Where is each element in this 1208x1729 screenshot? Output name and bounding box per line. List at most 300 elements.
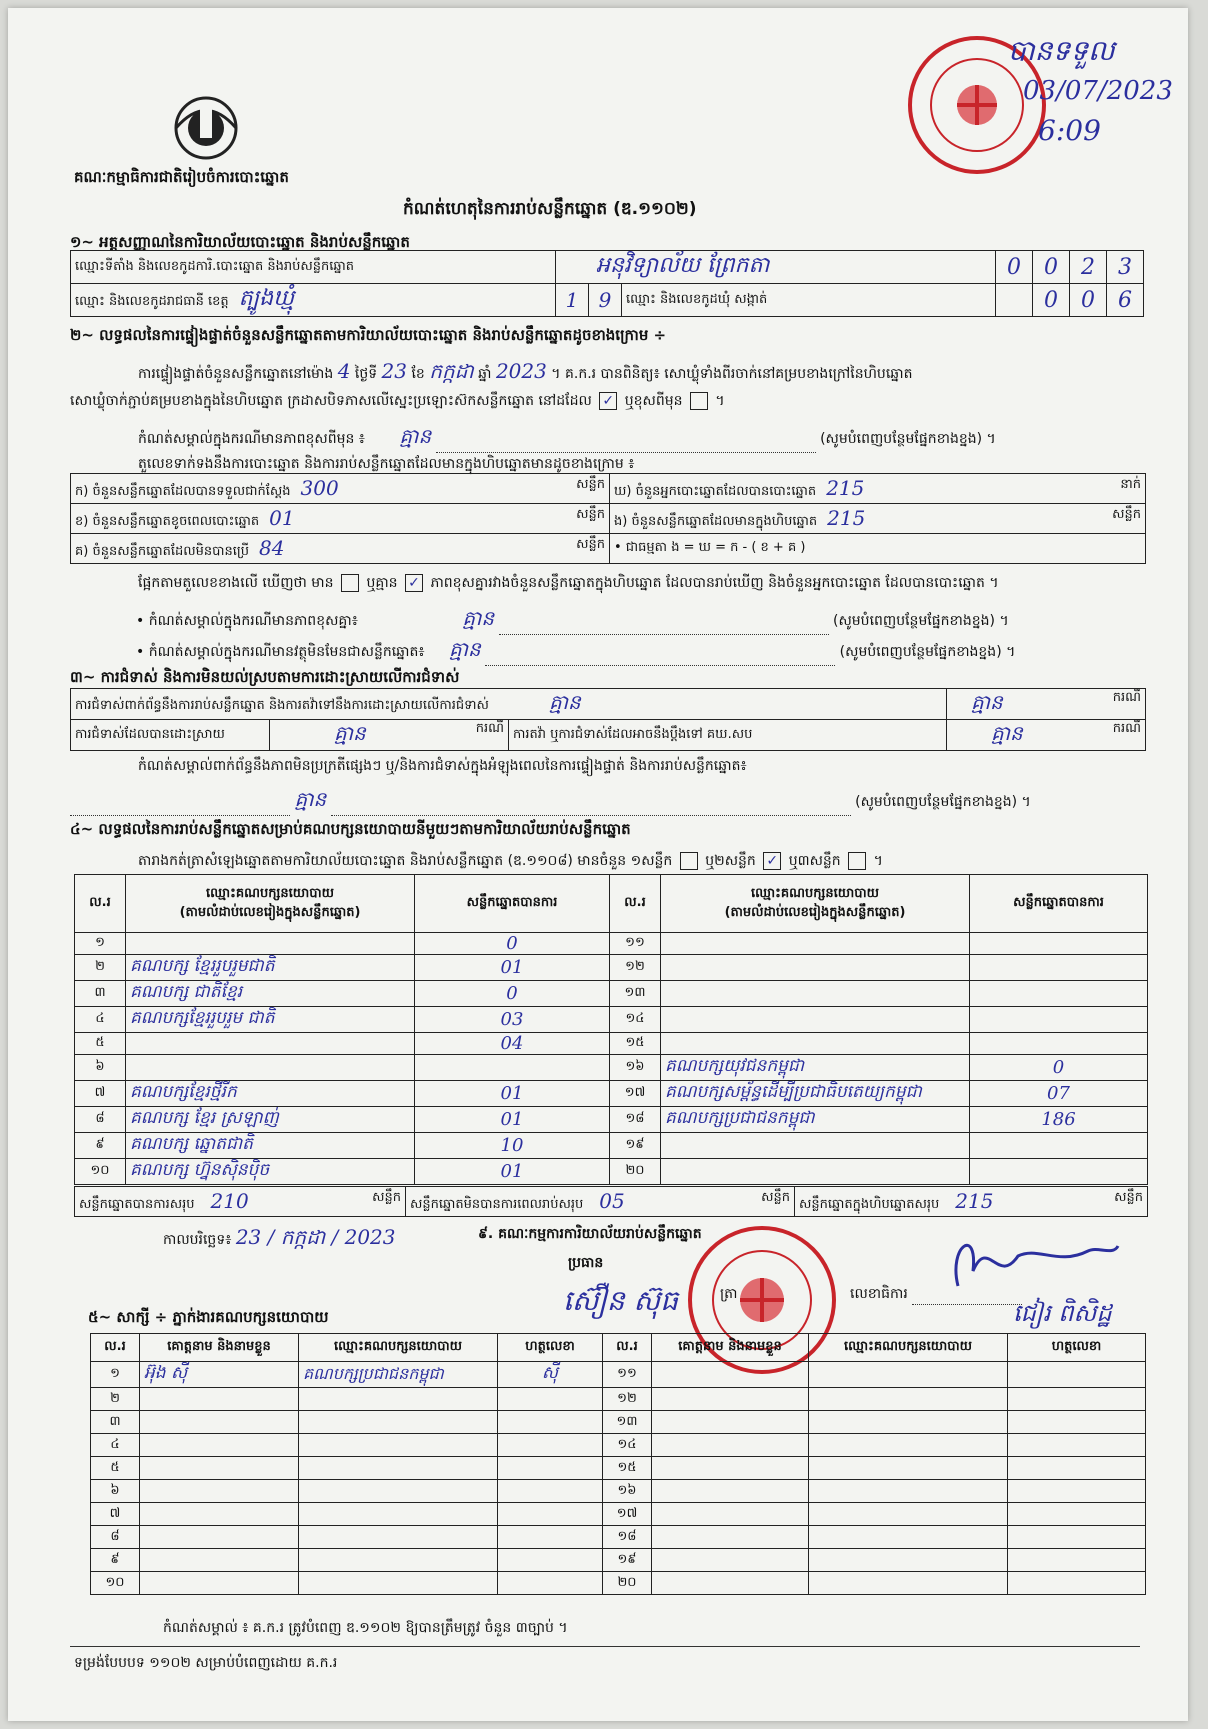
witness-name-right — [652, 1362, 809, 1388]
figure-b-label: ខ) ចំនួនសន្លឹកឆ្នោតខូចពេលបោះឆ្នោត — [75, 513, 260, 529]
has-difference-checkbox[interactable] — [341, 574, 359, 592]
vote-count-left: 01 — [415, 955, 610, 981]
total-valid-label: សន្លឹកឆ្នោតបានការសរុប — [79, 1196, 195, 1212]
vote-party-left — [126, 933, 415, 955]
vote-no-right: ១៩ — [610, 1133, 661, 1159]
witness-sig-left — [498, 1434, 603, 1457]
witness-row — [91, 1411, 1146, 1434]
section3-note-value: គ្មាន — [294, 787, 327, 811]
witness-sig-right — [1008, 1480, 1146, 1503]
witness-col-party-right: ឈ្មោះគណបក្សនយោបាយ — [809, 1334, 1008, 1362]
vote-count-left: 0 — [415, 933, 610, 955]
vote-party-left: គណបក្សខ្មែរថ្មីរីក — [126, 1081, 415, 1107]
note-diff-fill: (សូមបំពេញបន្ថែមផ្នែកខាងខ្នង) ។ — [833, 613, 1009, 629]
witness-sig-left: ស៊ី — [498, 1362, 603, 1388]
witness-row — [91, 1503, 1146, 1526]
identity-table — [70, 250, 1144, 317]
objection-row2-unit: ករណី — [475, 721, 504, 736]
vote-row — [75, 933, 1148, 955]
province-label — [71, 284, 556, 317]
vote-party-right: គណបក្សយុវជនកម្ពុជា — [661, 1055, 970, 1081]
witness-sig-right — [1008, 1457, 1146, 1480]
commune-code-1: 0 — [1033, 284, 1070, 317]
total-valid-value: 210 — [210, 1188, 249, 1213]
section5-title: ៥~ សាក្សី ÷ ភ្នាក់ងារគណបក្សនយោបាយ — [88, 1308, 329, 1326]
witness-party-left — [299, 1457, 498, 1480]
signoff-date-value: 23 / កក្កដា / 2023 — [235, 1225, 396, 1249]
vote-count-right: 186 — [970, 1107, 1148, 1133]
witness-sig-right — [1008, 1434, 1146, 1457]
witness-no-right: ១៩ — [603, 1549, 652, 1572]
total-invalid-cell — [406, 1187, 795, 1217]
vote-party-right: គណបក្សសម្ព័ន្ធដើម្បីប្រជាធិបតេយ្យកម្ពុជា — [661, 1081, 970, 1107]
changed-label: ឬខុសពីមុន — [624, 393, 683, 409]
witness-row — [91, 1480, 1146, 1503]
witness-sig-right — [1008, 1549, 1146, 1572]
vote-count-right — [970, 1133, 1148, 1159]
col-party-left-sub: (តាមលំដាប់លេខរៀងក្នុងសន្លឹកឆ្នោត) — [179, 904, 361, 920]
figure-a-label: ក) ចំនួនសន្លឹកឆ្នោតដែលបានទទួលជាក់ស្តែង — [75, 483, 291, 499]
section4-title: ៤~ លទ្ធផលនៃការរាប់សន្លឹកឆ្នោតសម្រាប់គណបក្សនយោបាយនីមួយៗតាមការិយាល័យរាប់សន្លឹកឆ្នោត — [70, 820, 631, 838]
vote-count-right — [970, 981, 1148, 1007]
vote-party-right — [661, 1033, 970, 1055]
footer-form-ref: ទម្រង់បែបបទ ១១០២ សម្រាប់បំពេញដោយ គ.ក.រ — [74, 1655, 338, 1671]
figure-c-unit: សន្លឹក — [576, 536, 605, 552]
figure-row-d — [610, 474, 1146, 504]
col-no-left: ល.រ — [75, 875, 126, 933]
diff-fill-note: (សូមបំពេញបន្ថែមផ្នែកខាងខ្នង) ។ — [820, 431, 996, 447]
objection-row2-count: គ្មាន — [991, 721, 1023, 745]
col-no-right: ល.រ — [610, 875, 661, 933]
figure-row-b — [71, 504, 610, 534]
one-sheet-checkbox[interactable] — [680, 852, 698, 870]
section1-title: ១~ អត្តសញ្ញាណនៃការិយាល័យបោះឆ្នោត និងរាប់សន្លឹកឆ្នោត — [70, 233, 410, 251]
witness-col-name-left: គោត្តនាម និងនាមខ្លួន — [140, 1334, 299, 1362]
vote-count-left: 01 — [415, 1081, 610, 1107]
witness-col-sig-right: ហត្ថលេខា — [1008, 1334, 1146, 1362]
figures-intro: តួលេខទាក់ទងនឹងការបោះឆ្នោត និងការរាប់សន្លឹកឆ្នោតដែលមានក្នុងហិបឆ្នោតមានដូចខាងក្រោម ៖ — [138, 456, 635, 472]
vote-count-right — [970, 955, 1148, 981]
committee-title: ៩. គណៈកម្មការការិយាល័យរាប់សន្លឹកឆ្នោត — [478, 1226, 702, 1242]
witness-party-left: គណបក្សប្រជាជនកម្ពុជា — [299, 1362, 498, 1388]
witness-sig-right — [1008, 1362, 1146, 1388]
vote-totals — [74, 1186, 1148, 1217]
diff-label: កំណត់សម្គាល់ក្នុងករណីមានភាពខុសពីមុន ៖ — [138, 431, 365, 447]
witness-sig-right — [1008, 1572, 1146, 1595]
witness-name-left — [140, 1526, 299, 1549]
witness-col-party-left: ឈ្មោះគណបក្សនយោបាយ — [299, 1334, 498, 1362]
stamp-label: ត្រា — [720, 1286, 738, 1302]
witness-no-right: ១៤ — [603, 1434, 652, 1457]
objection-row2-value-cell — [270, 720, 509, 751]
witness-no-left: ៧ — [91, 1503, 140, 1526]
national-emblem-icon — [166, 88, 246, 168]
vote-row — [75, 955, 1148, 981]
total-invalid-value: 05 — [599, 1188, 625, 1213]
witness-no-left: ១០ — [91, 1572, 140, 1595]
figure-a-value: 300 — [300, 475, 339, 500]
objection-row2-count-unit: ករណី — [1112, 721, 1141, 736]
witness-col-no-left: ល.រ — [91, 1334, 140, 1362]
witness-row — [91, 1434, 1146, 1457]
total-box-cell — [795, 1187, 1148, 1217]
witness-sig-left — [498, 1572, 603, 1595]
witness-row — [91, 1388, 1146, 1411]
witness-no-left: ៩ — [91, 1549, 140, 1572]
section3-title: ៣~ ការជំទាស់ និងការមិនយល់ស្របតាមការដោះស្រាយលើការជំទាស់ — [70, 668, 460, 686]
figure-d-unit: នាក់ — [1120, 476, 1141, 492]
witness-sig-left — [498, 1480, 603, 1503]
witness-name-right — [652, 1549, 809, 1572]
witness-col-name-right: គោត្តនាម និងនាមខ្លួន — [652, 1334, 809, 1362]
witness-name-left — [140, 1388, 299, 1411]
vote-no-right: ១៧ — [610, 1081, 661, 1107]
witness-no-right: ១៥ — [603, 1457, 652, 1480]
vote-party-right — [661, 955, 970, 981]
commune-code-3: 6 — [1107, 284, 1144, 317]
vote-no-right: ១២ — [610, 955, 661, 981]
vote-count-right: 07 — [970, 1081, 1148, 1107]
witness-name-left — [140, 1572, 299, 1595]
footer-divider — [70, 1646, 1140, 1647]
col-party-left — [126, 875, 415, 933]
witness-name-left: អ៊ុង ស៊ី — [140, 1362, 299, 1388]
witness-name-right — [652, 1411, 809, 1434]
secretary-label: លេខាធិការ — [850, 1286, 908, 1302]
figure-formula: • ជាធម្មតា ង = ឃ = ក - ( ខ + គ ) — [610, 534, 1146, 564]
witness-no-left: ៣ — [91, 1411, 140, 1434]
station-label: ឈ្មោះទីតាំង និងលេខកូដការិ.បោះឆ្នោត និងរាប់សន្លឹកឆ្នោត — [71, 251, 556, 284]
vote-no-left: ១០ — [75, 1159, 126, 1185]
stamp-emblem-icon — [947, 75, 1007, 135]
objection-row1-unit: ករណី — [1112, 690, 1141, 705]
col-party-right-title: ឈ្មោះគណបក្សនយោបាយ — [751, 885, 879, 901]
year-label: ឆ្នាំ — [478, 366, 492, 382]
witness-party-right — [809, 1572, 1008, 1595]
vote-row — [75, 1133, 1148, 1159]
witness-no-left: ៦ — [91, 1480, 140, 1503]
vote-party-left: គណបក្ស ឆ្នោតជាតិ — [126, 1133, 415, 1159]
dotted-line — [70, 801, 290, 816]
vote-party-left — [126, 1033, 415, 1055]
witness-no-left: ៥ — [91, 1457, 140, 1480]
footer-note: កំណត់សម្គាល់ ៖ គ.ក.រ ត្រូវបំពេញ ឌ.១១០២ ឱ្យបានត្រឹមត្រូវ ចំនួន ៣ច្បាប់ ។ — [163, 1620, 568, 1636]
vote-no-right: ១៤ — [610, 1007, 661, 1033]
vote-count-right — [970, 1033, 1148, 1055]
witness-row — [91, 1549, 1146, 1572]
verification-hour: 4 — [337, 359, 351, 383]
vote-count-left: 01 — [415, 1107, 610, 1133]
station-code-4: 3 — [1107, 251, 1144, 284]
vote-count-left: 10 — [415, 1133, 610, 1159]
station-value: អនុវិទ្យាល័យ ព្រែកតា — [556, 251, 996, 284]
witness-party-left — [299, 1503, 498, 1526]
witness-no-right: ១១ — [603, 1362, 652, 1388]
witness-party-left — [299, 1388, 498, 1411]
witness-sig-left — [498, 1549, 603, 1572]
vote-no-left: ៦ — [75, 1055, 126, 1081]
day-label: ថ្ងៃទី — [354, 366, 378, 382]
witness-party-right — [809, 1411, 1008, 1434]
org-name: គណៈកម្មាធិការជាតិរៀបចំការបោះឆ្នោត — [74, 168, 289, 186]
note-diff-value: គ្មាន — [462, 606, 495, 630]
note-other-fill: (សូមបំពេញបន្ថែមផ្នែកខាងខ្នង) ។ — [839, 644, 1016, 660]
two-sheet-label: ឬ២សន្លឹក — [705, 853, 756, 869]
witness-sig-right — [1008, 1526, 1146, 1549]
votes-table — [74, 874, 1148, 1185]
witness-name-right — [652, 1457, 809, 1480]
witness-party-right — [809, 1526, 1008, 1549]
witness-row — [91, 1572, 1146, 1595]
witness-party-right — [809, 1362, 1008, 1388]
witness-name-left — [140, 1434, 299, 1457]
three-sheet-checkbox[interactable] — [848, 852, 866, 870]
figure-a-unit: សន្លឹក — [576, 476, 605, 492]
witness-no-right: ១៨ — [603, 1526, 652, 1549]
dotted-line — [485, 651, 835, 666]
witness-party-left — [299, 1526, 498, 1549]
witness-party-right — [809, 1457, 1008, 1480]
secretary-signature-icon — [938, 1226, 1138, 1296]
station-code-1: 0 — [996, 251, 1033, 284]
note-other-label: • កំណត់សម្គាល់ក្នុងករណីមានវត្ថុមិនមែនជាសន្លឹកឆ្នោត៖ — [136, 644, 425, 660]
commune-code-2: 0 — [1070, 284, 1107, 317]
witness-name-right — [652, 1572, 809, 1595]
vote-party-left — [126, 1055, 415, 1081]
form-sheet — [8, 8, 1188, 1721]
vote-count-left — [415, 1055, 610, 1081]
figure-row-a — [71, 474, 610, 504]
commune-label: ឈ្មោះ និងលេខកូដឃុំ សង្កាត់ — [622, 284, 996, 317]
witness-party-left — [299, 1549, 498, 1572]
witness-no-left: ៨ — [91, 1526, 140, 1549]
vote-party-left: គណបក្សខ្មែររួបរួម ជាតិ — [126, 1007, 415, 1033]
witness-no-left: ១ — [91, 1362, 140, 1388]
vote-row — [75, 1159, 1148, 1185]
vote-party-left: គណបក្ស ជាតិខ្មែរ — [126, 981, 415, 1007]
vote-party-left: គណបក្ស ខ្មែរ ស្រឡាញ់ — [126, 1107, 415, 1133]
witness-no-right: ២០ — [603, 1572, 652, 1595]
note-other-line — [136, 636, 1146, 666]
witness-row — [91, 1362, 1146, 1388]
verification-month: កក្កដា — [429, 359, 474, 383]
witness-row — [91, 1457, 1146, 1480]
vote-no-right: ១១ — [610, 933, 661, 955]
vote-row — [75, 1007, 1148, 1033]
vote-count-right — [970, 933, 1148, 955]
figure-e-value: 215 — [827, 505, 866, 530]
witness-party-left — [299, 1411, 498, 1434]
witness-name-left — [140, 1549, 299, 1572]
total-valid-cell — [75, 1187, 406, 1217]
objection-row1-count-cell — [947, 689, 1146, 720]
witness-no-left: ៤ — [91, 1434, 140, 1457]
col-votes-right: សន្លឹកឆ្នោតបានការ — [970, 875, 1148, 933]
compare-rest: ភាពខុសគ្នារវាងចំនួនសន្លឹកឆ្នោតក្នុងហិបឆ្នោត ដែលបានរាប់ឃើញ និងចំនួនអ្នកបោះឆ្នោត ដែលបានបោះឆ្នោត ។ — [430, 575, 999, 591]
witness-name-right — [652, 1480, 809, 1503]
stamp-emblem-icon — [730, 1268, 794, 1332]
verification-year: 2023 — [495, 359, 547, 383]
figure-b-value: 01 — [269, 505, 295, 530]
figure-row-c — [71, 534, 610, 564]
vote-count-left: 03 — [415, 1007, 610, 1033]
total-box-unit: សន្លឹក — [1114, 1189, 1143, 1205]
vote-no-right: ១៨ — [610, 1107, 661, 1133]
objections-table — [70, 688, 1146, 751]
witness-party-left — [299, 1480, 498, 1503]
witness-table — [90, 1333, 1146, 1595]
note-diff-label: • កំណត់សម្គាល់ក្នុងករណីមានភាពខុសគ្នា៖ — [136, 613, 358, 629]
province-code-2: 9 — [589, 284, 622, 317]
witness-no-right: ១២ — [603, 1388, 652, 1411]
witness-party-left — [299, 1434, 498, 1457]
objection-row2-label: ការជំទាស់ដែលបានដោះស្រាយ — [71, 720, 270, 751]
witness-sig-right — [1008, 1388, 1146, 1411]
changed-checkbox[interactable] — [690, 392, 708, 410]
vote-party-right — [661, 1159, 970, 1185]
objection-row-1 — [71, 689, 947, 720]
witness-sig-left — [498, 1503, 603, 1526]
section3-note-label: កំណត់សម្គាល់ពាក់ព័ន្ធនឹងភាពមិនប្រក្រតីផ្សេងៗ ឬ/និងការជំទាស់ក្នុងអំឡុងពេលនៃការផ្ទៀងផ្ទាត់ និងការរាប់សន្លឹកឆ្នោត៖ — [138, 758, 747, 774]
signoff-date-label: កាលបរិច្ឆេទ៖ — [163, 1232, 232, 1248]
objection-row1-label: ការជំទាស់ពាក់ព័ន្ធនឹងការរាប់សន្លឹកឆ្នោត និងការតវ៉ាទៅនឹងការដោះស្រាយលើការជំទាស់ — [75, 698, 489, 713]
section4-intro: តារាងកត់ត្រាសំឡេងឆ្នោតតាមការិយាល័យបោះឆ្នោត និងរាប់សន្លឹកឆ្នោត (ឌ.១១០៨) មានចំនួន ១សន្លឹក — [138, 853, 673, 869]
section4-intro-line: តារាងកត់ត្រាសំឡេងឆ្នោតតាមការិយាល័យបោះឆ្នោត និងរាប់សន្លឹកឆ្នោត (ឌ.១១០៨) មានចំនួន ១សន្លឹក ឬ២សន្លឹក ✓ ឬ៣សន្លឹក ។ — [138, 853, 883, 869]
witness-no-right: ១៦ — [603, 1480, 652, 1503]
col-votes-left: សន្លឹកឆ្នោតបានការ — [415, 875, 610, 933]
vote-no-right: ១៥ — [610, 1033, 661, 1055]
verification-p2: សោឃ្លុំចាក់ភ្ជាប់គម្របខាងក្នុងនៃហិបឆ្នោត ក្រដាសបិទភាសលើស្នេះប្រឡោះស៊កសន្លឹកឆ្នោត នៅដដែល — [70, 393, 592, 409]
commune-code-blank — [996, 284, 1033, 317]
vote-no-right: ១៦ — [610, 1055, 661, 1081]
compare-text: ផ្អែកតាមតួលេខខាងលើ ឃើញថា មាន — [138, 575, 334, 591]
objection-row2-count-cell — [947, 720, 1146, 751]
compare-line — [138, 573, 999, 594]
col-party-right-sub: (តាមលំដាប់លេខរៀងក្នុងសន្លឹកឆ្នោត) — [724, 904, 906, 920]
figure-e-label: ង) ចំនួនសន្លឹកឆ្នោតដែលមានក្នុងហិបឆ្នោត — [614, 513, 818, 529]
signoff-date-line — [163, 1224, 396, 1254]
witness-name-right — [652, 1434, 809, 1457]
vote-party-left: គណបក្ស ហ្វ៊ុនស៊ិនប៉ិច — [126, 1159, 415, 1185]
form-title: កំណត់ហេតុនៃការរាប់សន្លឹកឆ្នោត (ឌ.១១០២) — [403, 199, 697, 219]
witness-col-no-right: ល.រ — [603, 1334, 652, 1362]
vote-row — [75, 1033, 1148, 1055]
witness-name-left — [140, 1503, 299, 1526]
province-value: ត្បូងឃ្មុំ — [238, 286, 295, 311]
figures-table — [70, 473, 1146, 564]
vote-no-left: ៧ — [75, 1081, 126, 1107]
section3-note-line — [70, 786, 1146, 816]
chair-label: ប្រធាន — [568, 1255, 604, 1271]
verification-p1: ការផ្ទៀងផ្ទាត់ចំនួនសន្លឹកឆ្នោតនៅម៉ោង — [138, 366, 334, 382]
vote-party-right — [661, 933, 970, 955]
col-party-left-title: ឈ្មោះគណបក្សនយោបាយ — [206, 885, 334, 901]
witness-party-right — [809, 1549, 1008, 1572]
dotted-line — [331, 801, 851, 816]
witness-sig-right — [1008, 1411, 1146, 1434]
total-valid-unit: សន្លឹក — [372, 1189, 401, 1205]
witness-no-right: ១៧ — [603, 1503, 652, 1526]
vote-count-left: 04 — [415, 1033, 610, 1055]
compare-or: ឬគ្មាន — [366, 575, 398, 591]
station-code-2: 0 — [1033, 251, 1070, 284]
received-time: 6:09 — [1038, 114, 1101, 147]
objection-row2-mid: ការតវ៉ា ឬការជំទាស់ដែលអាចនឹងប្តឹងទៅ គឃ.សប — [509, 720, 947, 751]
vote-no-left: ៤ — [75, 1007, 126, 1033]
objection-row2-value: គ្មាន — [334, 721, 366, 745]
witness-party-right — [809, 1388, 1008, 1411]
vote-row — [75, 1107, 1148, 1133]
figure-b-unit: សន្លឹក — [576, 506, 605, 522]
total-invalid-label: សន្លឹកឆ្នោតមិនបានការពេលរាប់សរុប — [410, 1196, 584, 1212]
figure-d-value: 215 — [826, 475, 865, 500]
objection-row1-count: គ្មាន — [971, 690, 1003, 714]
month-label: ខែ — [411, 366, 425, 382]
vote-count-right — [970, 1159, 1148, 1185]
total-invalid-unit: សន្លឹក — [761, 1189, 790, 1205]
secretary-name: ជៀរ ពិសិដ្ឋ — [1013, 1299, 1112, 1327]
received-date: 03/07/2023 — [1023, 76, 1173, 106]
witness-name-left — [140, 1457, 299, 1480]
vote-party-left: គណបក្ស ខ្មែររួបរួមជាតិ — [126, 955, 415, 981]
section3-fill-note: (សូមបំពេញបន្ថែមផ្នែកខាងខ្នង) ។ — [855, 794, 1031, 810]
vote-count-right: 0 — [970, 1055, 1148, 1081]
verification-day: 23 — [381, 359, 407, 383]
figure-c-label: គ) ចំនួនសន្លឹកឆ្នោតដែលមិនបានប្រើ — [75, 543, 249, 559]
witness-name-right — [652, 1388, 809, 1411]
vote-party-right — [661, 981, 970, 1007]
unchanged-checkbox[interactable]: ✓ — [599, 392, 617, 410]
province-label-text: ឈ្មោះ និងលេខកូដរាជធានី ខេត្ត — [75, 294, 229, 309]
witness-sig-right — [1008, 1503, 1146, 1526]
note-diff-line — [136, 605, 1146, 635]
verification-line-1 — [138, 358, 912, 388]
no-difference-checkbox[interactable]: ✓ — [405, 574, 423, 592]
total-box-label: សន្លឹកឆ្នោតក្នុងហិបឆ្នោតសរុប — [799, 1196, 940, 1212]
witness-sig-left — [498, 1526, 603, 1549]
witness-row — [91, 1526, 1146, 1549]
witness-name-left — [140, 1480, 299, 1503]
section2-title: ២~ លទ្ធផលនៃការផ្ទៀងផ្ទាត់ចំនួនសន្លឹកឆ្នោតតាមការិយាល័យបោះឆ្នោត និងរាប់សន្លឹកឆ្នោតដូចខាងក្រោម ÷ — [70, 326, 667, 344]
two-sheet-checkbox[interactable]: ✓ — [763, 852, 781, 870]
witness-name-left — [140, 1411, 299, 1434]
objection-row1-value: គ្មាន — [548, 690, 581, 714]
vote-no-right: ១៣ — [610, 981, 661, 1007]
dotted-line — [436, 438, 816, 453]
vote-no-left: ៥ — [75, 1033, 126, 1055]
note-other-value: គ្មាន — [449, 637, 481, 661]
witness-name-right — [652, 1526, 809, 1549]
vote-party-right — [661, 1133, 970, 1159]
vote-count-left: 0 — [415, 981, 610, 1007]
witness-sig-left — [498, 1457, 603, 1480]
witness-sig-left — [498, 1411, 603, 1434]
total-box-value: 215 — [955, 1188, 994, 1213]
witness-name-right — [652, 1503, 809, 1526]
vote-party-right — [661, 1007, 970, 1033]
figure-e-unit: សន្លឹក — [1112, 506, 1141, 522]
col-party-right — [661, 875, 970, 933]
verification-p1-rest: ។ គ.ក.រ បានពិនិត្យ៖ សោឃ្លុំទាំងពីរចាក់នៅគម្របខាងក្រៅនៃហិបឆ្នោត — [551, 366, 913, 382]
vote-no-left: ១ — [75, 933, 126, 955]
witness-no-left: ២ — [91, 1388, 140, 1411]
chair-signature: ស៊ឿន ស៊ុធ — [563, 1284, 678, 1317]
province-code-1: 1 — [556, 284, 589, 317]
witness-col-sig-left: ហត្ថលេខា — [498, 1334, 603, 1362]
figure-d-label: ឃ) ចំនួនអ្នកបោះឆ្នោតដែលបានបោះឆ្នោត — [614, 483, 817, 499]
vote-row — [75, 1081, 1148, 1107]
figure-row-e — [610, 504, 1146, 534]
